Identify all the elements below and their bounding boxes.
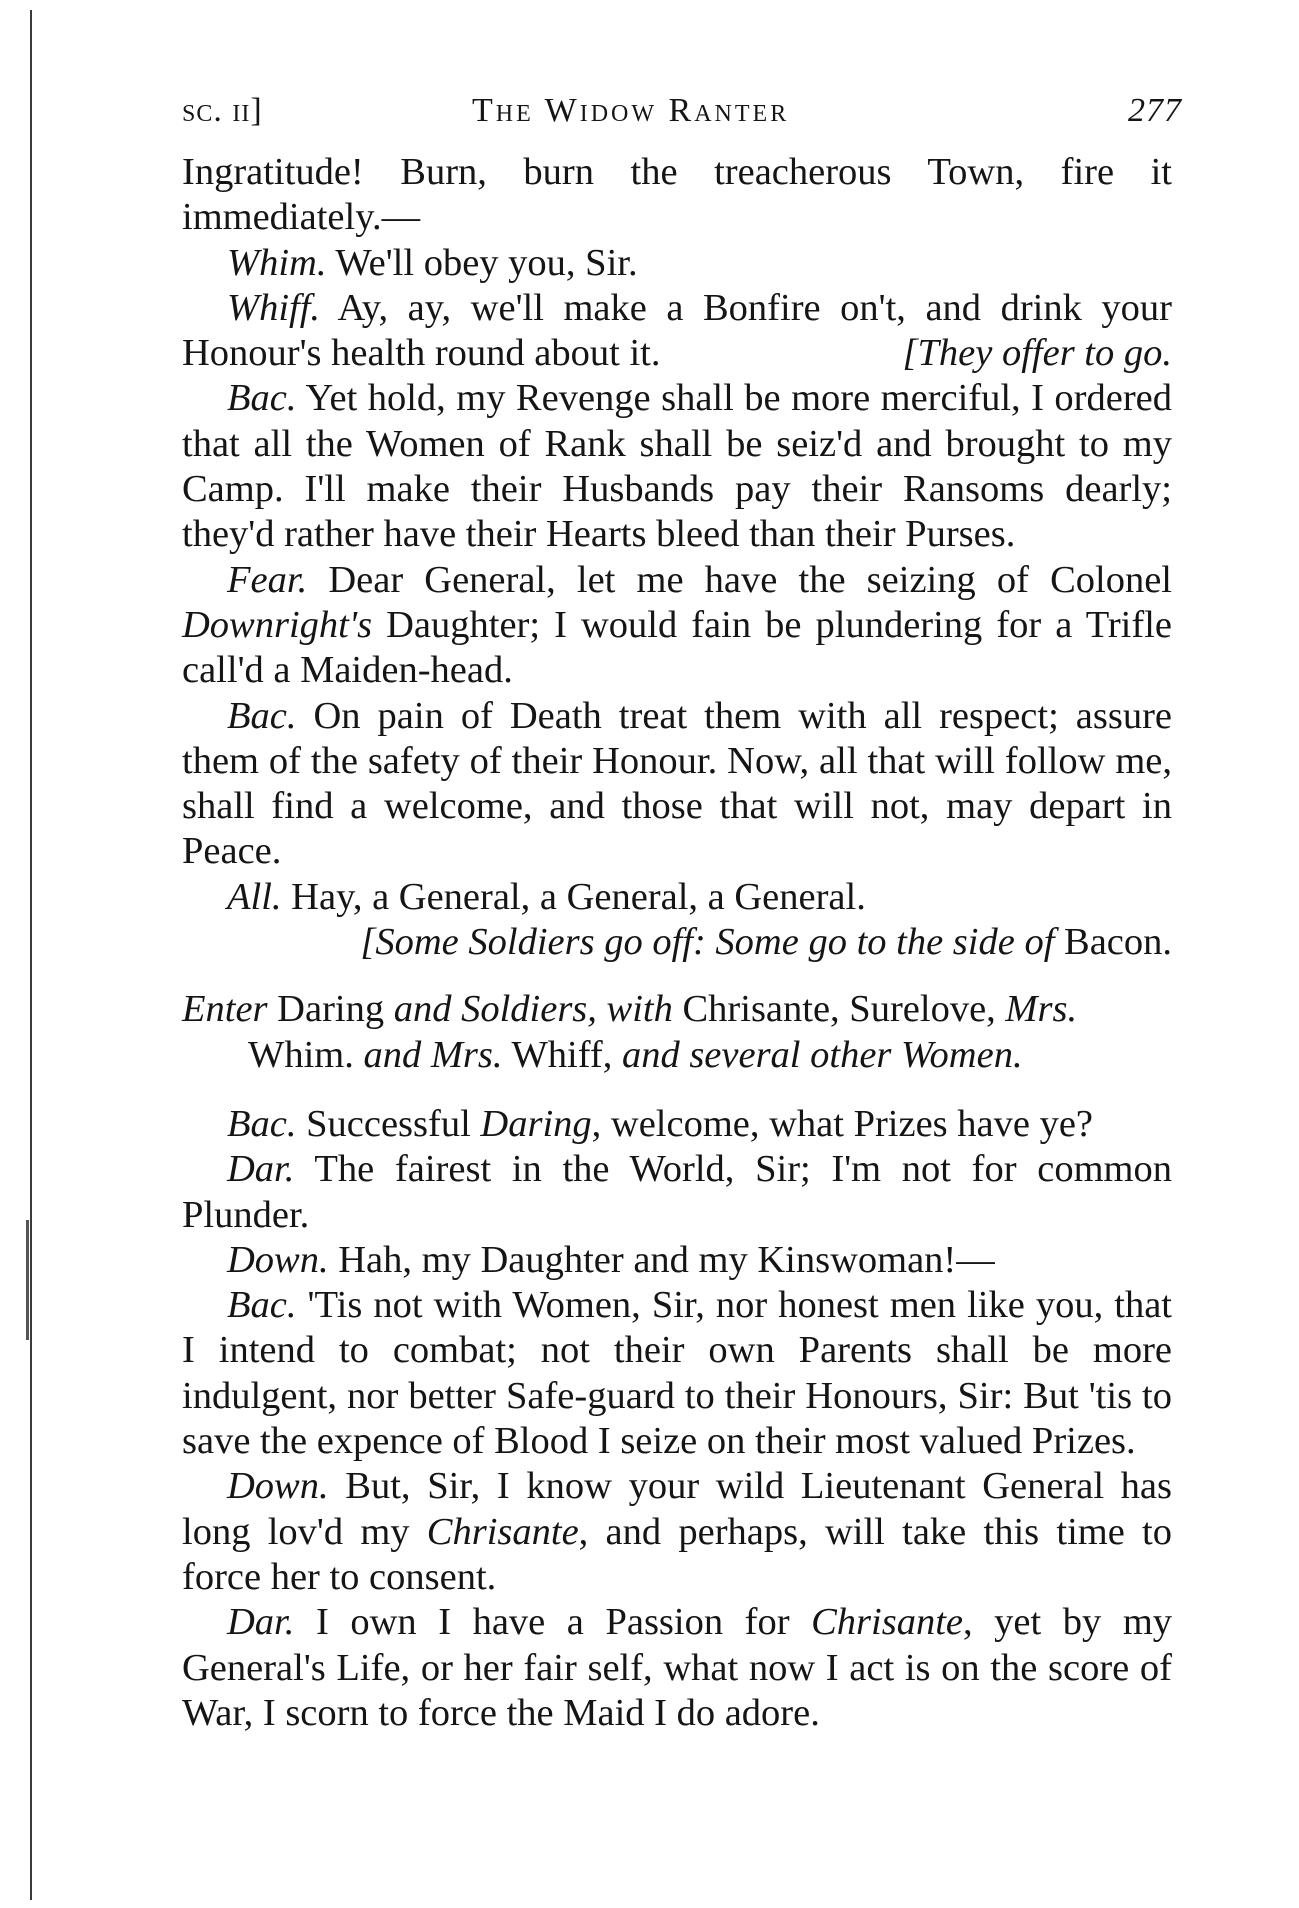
speech-paragraph [182, 694, 1172, 875]
speech-text: The fairest in the World, Sir; I'm not for common Plunder. [182, 1148, 1172, 1236]
play-text [182, 150, 1172, 1736]
speech-text: On pain of Death treat them with all respect; assure them of the safety of their Honour. Now, all that will follow me, shall find a welcome, and those that will not, may depart in Peace. [182, 694, 1172, 873]
entrance-direction [182, 987, 1172, 1078]
italic-name: Chrisante [811, 1601, 963, 1644]
speech-paragraph [182, 1600, 1172, 1736]
speech-text-cont: , welcome, what Prizes have ye? [591, 1102, 1094, 1145]
speech-paragraph [182, 376, 1172, 557]
speech-paragraph [182, 558, 1172, 694]
scene-marker: sc. ii] [182, 92, 263, 129]
entry-rest: and several other Women. [621, 1033, 1023, 1076]
speaker-name: Bac. [227, 1102, 297, 1145]
speech-text: Ingratitude! Burn, burn the treacherous Town, fire it immediately.— [182, 151, 1172, 239]
stage-direction-inline: [They offer to go. [902, 332, 1172, 375]
binding-edge-mark [26, 1220, 29, 1340]
speech-text: We'll obey you, Sir. [335, 241, 638, 284]
speaker-name: Dar. [227, 1601, 295, 1644]
entry-line-2 [182, 1033, 1172, 1078]
speech-text-cont: Daughter; I would fain be plundering for a Trifle call'd a Maiden-head. [182, 603, 1172, 692]
italic-name: Downright's [182, 603, 373, 646]
speaker-name: Whim. [227, 241, 327, 284]
speech-text: Dear General, let me have the seizing of Colonel [328, 558, 1172, 601]
speech-text-cont: , yet by my General's Life, or her fair self, what now I act is on the score of War, I scorn to force the Maid I do adore. [182, 1601, 1173, 1734]
speaker-name: Down. [227, 1465, 329, 1508]
speech-text: Hah, my Daughter and my Kinswoman!— [338, 1238, 995, 1281]
speech-text: Hay, a General, a General, a General. [291, 875, 866, 918]
binding-edge [30, 10, 32, 1900]
speech-paragraph [182, 875, 1172, 920]
speech-text-cont: , and perhaps, will take this time to force her to consent. [182, 1510, 1172, 1598]
speaker-name: Bac. [227, 694, 297, 737]
entry-daring: Daring [277, 988, 385, 1031]
entry-soldiers: and Soldiers, with [393, 988, 673, 1031]
speaker-name: Fear. [227, 558, 308, 601]
speaker-name: All. [227, 875, 282, 918]
speech-paragraph [182, 1283, 1172, 1464]
speaker-name: Whiff. [227, 286, 321, 329]
speech-text: Yet hold, my Revenge shall be more merciful, I ordered that all the Women of Rank shall be seiz'd and brought to my Camp. I'll make their Husbands pay their Ransoms dearly; they'd rather have their Hearts bleed than their Purses. [182, 377, 1172, 556]
stage-direction-name: Bacon. [1064, 921, 1172, 964]
entry-whiff: Whiff, [511, 1033, 613, 1076]
entry-enter: Enter [182, 988, 268, 1031]
running-title: The Widow Ranter [472, 92, 790, 129]
speech-text: Successful [306, 1102, 481, 1145]
italic-name: Daring [480, 1102, 592, 1145]
speech-text: 'Tis not with Women, Sir, nor honest men like you, that I intend to combat; not their own Parents shall be more indulgent, nor better Safe-guard to their Honours, Sir: But 'tis to save the expence of Blood I seize on their most valued Prizes. [182, 1284, 1173, 1463]
speech-text: I own I have a Passion for [315, 1601, 812, 1644]
page-number: 277 [1128, 92, 1182, 129]
speaker-name: Dar. [227, 1148, 295, 1191]
speech-paragraph [182, 1238, 1172, 1283]
speech-paragraph [182, 150, 1172, 241]
running-header [182, 92, 1182, 142]
speaker-name: Bac. [227, 377, 297, 420]
speaker-name: Bac. [227, 1284, 297, 1327]
entry-mrs: Mrs. [1005, 988, 1078, 1031]
entry-whim: Whim. [248, 1033, 354, 1076]
speech-paragraph [182, 241, 1172, 286]
speaker-name: Down. [227, 1238, 329, 1281]
stage-direction [182, 920, 1172, 965]
speech-paragraph [182, 1102, 1172, 1147]
speech-text: Ay, ay, we'll make a Bonfire on't, and drink your Honour's health round about it. [182, 286, 1172, 375]
italic-name: Chrisante [426, 1510, 579, 1553]
speech-paragraph [182, 1147, 1172, 1238]
speech-paragraph [182, 1464, 1172, 1600]
entry-and-mrs: and Mrs. [363, 1033, 503, 1076]
speech-paragraph [182, 286, 1172, 377]
stage-direction-italic: [Some Soldiers go off: Some go to the side of [360, 921, 1055, 964]
entry-names: Chrisante, Surelove, [682, 988, 996, 1031]
speech-text: But, Sir, I know your wild Lieutenant General has long lov'd my [182, 1465, 1173, 1553]
